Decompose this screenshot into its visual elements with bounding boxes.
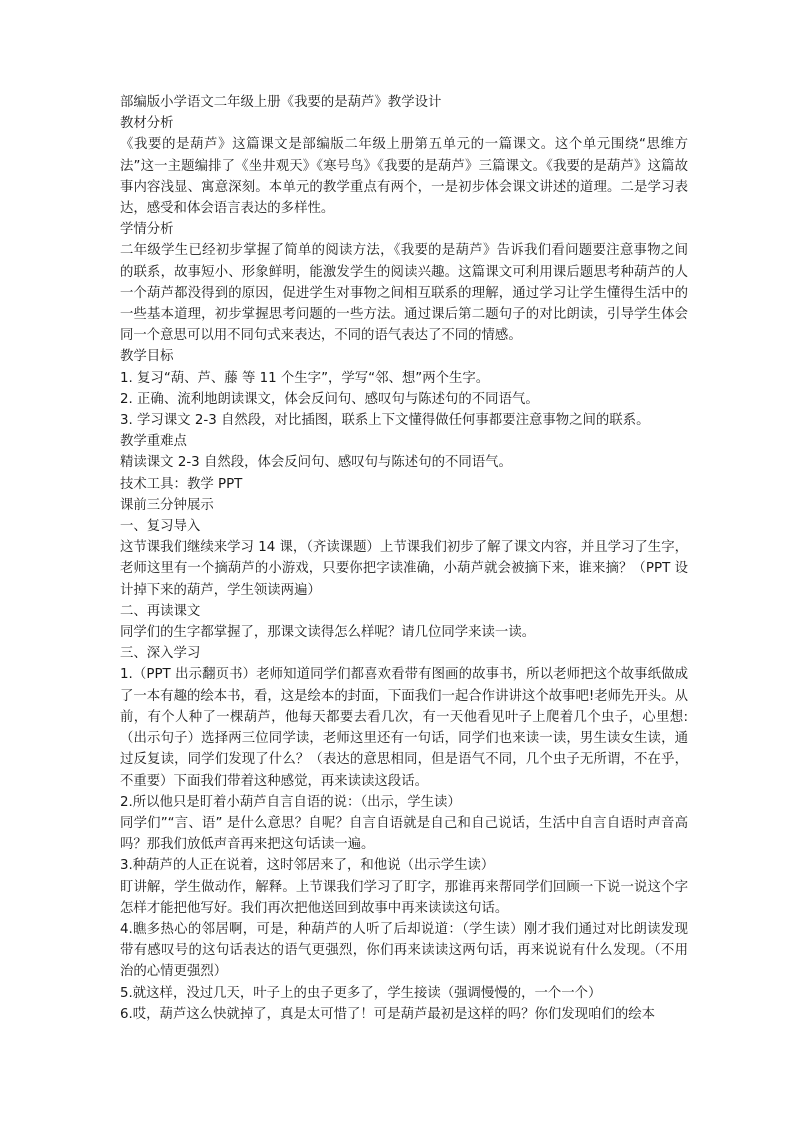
section-heading-student-analysis: 学情分析 — [120, 222, 174, 238]
section-heading-reread: 二、再读课文 — [120, 603, 201, 619]
section-heading-textbook-analysis: 教材分析 — [120, 116, 174, 132]
paragraph-step-1: 1.（PPT 出示翻页书）老师知道同学们都喜欢看带有图画的故事书，所以老师把这个故事纸做成了一本有趣的绘本书，看，这是绘本的封面，下面我们一起合作讲讲这个故事吧!老师先开头。从前，有个人种了一棵葫芦，他每天都要去看几次，有一天他看见叶子上爬着几个虫子，心里想:（出示句子）选择两三位同学读，老师这里还有一句话，同学们也来读一读，男生读女生读，通过反复读，同学们发现了什么？（表达的意思相同，但是语气不同，几个虫子无所谓，不在乎，不重要）下面我们带着这种感觉，再来读读这段话。 — [120, 667, 688, 789]
paragraph-review: 这节课我们继续来学习 14 课，（齐读课题）上节课我们初步了解了课文内容，并且学习了生字，老师这里有一个摘葫芦的小游戏，只要你把字读准确，小葫芦就会被摘下来，谁来摘？（PPT 设计掉下来的葫芦，学生领读两遍） — [120, 540, 688, 598]
paragraph-step-3: 3.种葫芦的人正在说着，这时邻居来了，和他说（出示学生读） — [120, 858, 495, 874]
paragraph-reread: 同学们的生字都掌握了，那课文读得怎么样呢？请几位同学来读一读。 — [120, 625, 536, 641]
paragraph-step-3-detail: 盯讲解，学生做动作，解释。上节课我们学习了盯字，那谁再来帮同学们回顾一下说一说这个字怎样才能把他写好。我们再次把他送回到故事中再来读读这句话。 — [120, 879, 688, 916]
goal-item-1: 1. 复习“葫、芦、藤 等 11 个生字”，学写“邻、想”两个生字。 — [120, 370, 490, 386]
paragraph-student-analysis: 二年级学生已经初步掌握了简单的阅读方法，《我要的是葫芦》告诉我们看问题要注意事物之间的联系，故事短小、形象鲜明，能激发学生的阅读兴趣。这篇课文可利用课后题思考种葫芦的人一个葫芦都没得到的原因，促进学生对事物之间相互联系的理解，通过学习让学生懂得生活中的一些基本道理，初步掌握思考问题的一些方法。通过课后第二题句子的对比朗读，引导学生体会同一个意思可以用不同句式来表达，不同的语气表达了不同的情感。 — [120, 243, 688, 344]
section-heading-key-difficulties: 教学重难点 — [120, 434, 187, 450]
section-heading-deep-learning: 三、深入学习 — [120, 646, 201, 662]
section-heading-pre-class-show: 课前三分钟展示 — [120, 497, 214, 513]
paragraph-textbook-analysis: 《我要的是葫芦》这篇课文是部编版二年级上册第五单元的一篇课文。这个单元围绕“思维方法”这一主题编排了《坐井观天》《寒号鸟》《我要的是葫芦》三篇课文。《我要的是葫芦》这篇故事内容浅显、寓意深刻。本单元的教学重点有两个，一是初步体会课文讲述的道理。二是学习表达，感受和体会语言表达的多样性。 — [120, 137, 688, 217]
key-difficulty-text: 精读课文 2-3 自然段，体会反问句、感叹句与陈述句的不同语气。 — [120, 455, 512, 471]
section-heading-teaching-goals: 教学目标 — [120, 349, 174, 365]
section-heading-review: 一、复习导入 — [120, 519, 201, 535]
paragraph-step-2: 2.所以他只是盯着小葫芦自言自语的说：（出示，学生读） — [120, 794, 461, 810]
document-title: 部编版小学语文二年级上册《我要的是葫芦》教学设计 — [120, 95, 442, 110]
goal-item-2: 2. 正确、流利地朗读课文，体会反问句、感叹句与陈述句的不同语气。 — [120, 391, 539, 407]
paragraph-step-6: 6.哎，葫芦这么快就掉了，真是太可惜了！可是葫芦最初是这样的吗？你们发现咱们的绘本 — [120, 1006, 656, 1022]
tech-tools-text: 技术工具：教学 PPT — [120, 476, 243, 492]
goal-item-3: 3. 学习课文 2-3 自然段，对比插图，联系上下文懂得做任何事都要注意事物之间的联系。 — [120, 413, 650, 429]
paragraph-step-5: 5.就这样，没过几天，叶子上的虫子更多了，学生接读（强调慢慢的，一个一个） — [120, 985, 602, 1001]
paragraph-step-4: 4.瞧多热心的邻居啊，可是，种葫芦的人听了后却说道：（学生读）刚才我们通过对比朗读发现带有感叹号的这句话表达的语气更强烈，你们再来读读这两句话，再来说说有什么发现。（不用治的心情更强烈） — [120, 921, 688, 980]
document-page — [120, 92, 688, 1025]
paragraph-step-2-detail: 同学们”“言、语” 是什么意思？自呢？自言自语就是自己和自己说话，生活中自言自语时声音高吗？那我们放低声音再来把这句话读一遍。 — [120, 815, 688, 853]
